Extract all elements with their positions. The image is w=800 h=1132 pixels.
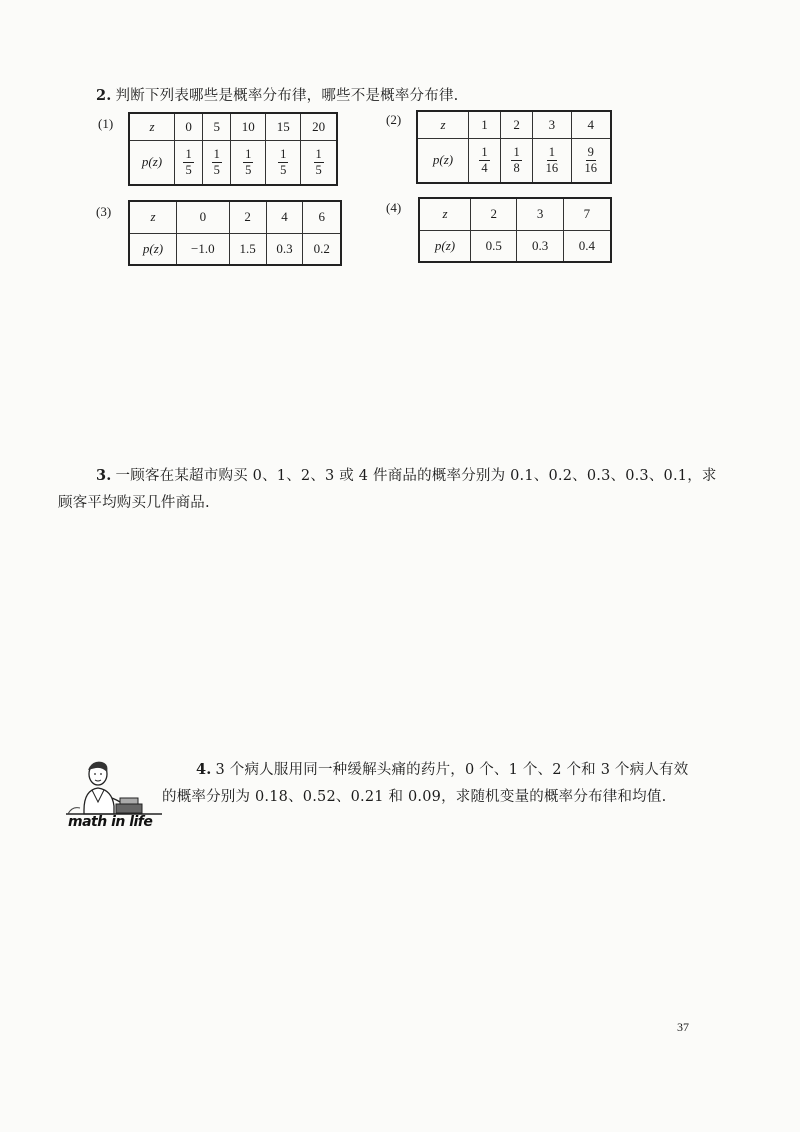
- question-3-line-1: 一顾客在某超市购买 0、1、2、3 或 4 件商品的概率分别为 0.1、0.2、0.3、0.3、0.1，求: [115, 468, 717, 484]
- fraction-denominator: 5: [315, 163, 322, 178]
- table-cell: 2: [471, 198, 517, 230]
- table-cell: [301, 140, 337, 185]
- math-in-life-label: math in life: [68, 814, 153, 830]
- table-cell: [469, 138, 501, 183]
- fraction-numerator: 1: [185, 147, 192, 162]
- fraction-denominator: 16: [545, 161, 559, 176]
- table-cell: [571, 138, 611, 183]
- table-cell: 5: [203, 113, 231, 140]
- question-3: [96, 464, 717, 488]
- fraction-denominator: 4: [481, 161, 488, 176]
- table-cell: [533, 138, 571, 183]
- fraction-numerator: 1: [280, 147, 287, 162]
- page-number: 37: [677, 1020, 689, 1034]
- question-4-line-1: 3 个病人服用同一种缓解头痛的药片，0 个、1 个、2 个和 3 个病人有效: [215, 762, 689, 778]
- fraction-numerator: 1: [548, 145, 555, 160]
- table-1-label: (1): [98, 116, 114, 131]
- distribution-table-2: [416, 110, 612, 184]
- table-cell: 2: [501, 111, 533, 138]
- table-cell: 0.4: [563, 230, 611, 262]
- fraction: [511, 145, 521, 176]
- distribution-table-3: [128, 200, 342, 266]
- table-3-label: (3): [96, 204, 112, 219]
- fraction: [585, 145, 598, 176]
- fraction-numerator: 1: [213, 147, 220, 162]
- fraction-denominator: 5: [245, 163, 252, 178]
- distribution-table-1: [128, 112, 338, 186]
- fraction: [314, 147, 324, 178]
- table-cell: 3: [533, 111, 571, 138]
- table-cell: [231, 140, 266, 185]
- table-cell: 20: [301, 113, 337, 140]
- table-cell: 4: [571, 111, 611, 138]
- question-3-continued: [58, 491, 210, 515]
- table-cell: [266, 140, 301, 185]
- table-cell: [501, 138, 533, 183]
- table-cell: 15: [266, 113, 301, 140]
- question-3-line-2: 顾客平均购买几件商品.: [58, 495, 210, 511]
- fraction-denominator: 5: [185, 163, 192, 178]
- fraction-denominator: 8: [513, 161, 520, 176]
- question-2: [96, 84, 458, 108]
- question-4-number: 4.: [196, 761, 212, 778]
- table-cell-header: z: [417, 111, 469, 138]
- table-cell: 6: [303, 201, 341, 233]
- fraction-numerator: 9: [587, 145, 594, 160]
- question-4-line-2: 的概率分别为 0.18、0.52、0.21 和 0.09，求随机变量的概率分布律和均值.: [162, 789, 667, 805]
- fraction: [243, 147, 253, 178]
- table-cell-header: z: [129, 113, 175, 140]
- table-cell: [203, 140, 231, 185]
- table-cell: 3: [517, 198, 563, 230]
- fraction-numerator: 1: [513, 145, 520, 160]
- table-cell-header: z: [129, 201, 177, 233]
- fraction: [479, 145, 489, 176]
- question-3-number: 3.: [96, 467, 112, 484]
- fraction-numerator: 1: [481, 145, 488, 160]
- fraction-denominator: 16: [584, 161, 598, 176]
- fraction: [183, 147, 193, 178]
- fraction-numerator: 1: [245, 147, 252, 162]
- table-cell: 0: [175, 113, 203, 140]
- table-cell-header: p(z): [417, 138, 469, 183]
- table-cell: 7: [563, 198, 611, 230]
- table-2-label: (2): [386, 112, 402, 127]
- table-cell: 0: [177, 201, 230, 233]
- table-cell: 1.5: [229, 233, 266, 265]
- table-cell-header: p(z): [129, 140, 175, 185]
- table-cell-header: p(z): [129, 233, 177, 265]
- fraction: [212, 147, 222, 178]
- table-cell: 2: [229, 201, 266, 233]
- table-cell-header: z: [419, 198, 471, 230]
- question-2-text: 判断下列表哪些是概率分布律，哪些不是概率分布律.: [115, 88, 459, 104]
- fraction: [278, 147, 288, 178]
- table-cell: 4: [266, 201, 303, 233]
- table-cell: 10: [231, 113, 266, 140]
- table-cell: [175, 140, 203, 185]
- distribution-table-4: [418, 197, 612, 263]
- table-4-label: (4): [386, 200, 402, 215]
- fraction-denominator: 5: [213, 163, 220, 178]
- table-cell: 1: [469, 111, 501, 138]
- table-cell: 0.3: [517, 230, 563, 262]
- fraction-numerator: 1: [315, 147, 322, 162]
- table-cell-header: p(z): [419, 230, 471, 262]
- table-cell: 0.3: [266, 233, 303, 265]
- question-4: [196, 758, 688, 782]
- table-cell: −1.0: [177, 233, 230, 265]
- fraction-denominator: 5: [280, 163, 287, 178]
- question-2-number: 2.: [96, 87, 112, 104]
- fraction: [546, 145, 559, 176]
- table-cell: 0.5: [471, 230, 517, 262]
- table-cell: 0.2: [303, 233, 341, 265]
- question-4-continued: [162, 785, 666, 809]
